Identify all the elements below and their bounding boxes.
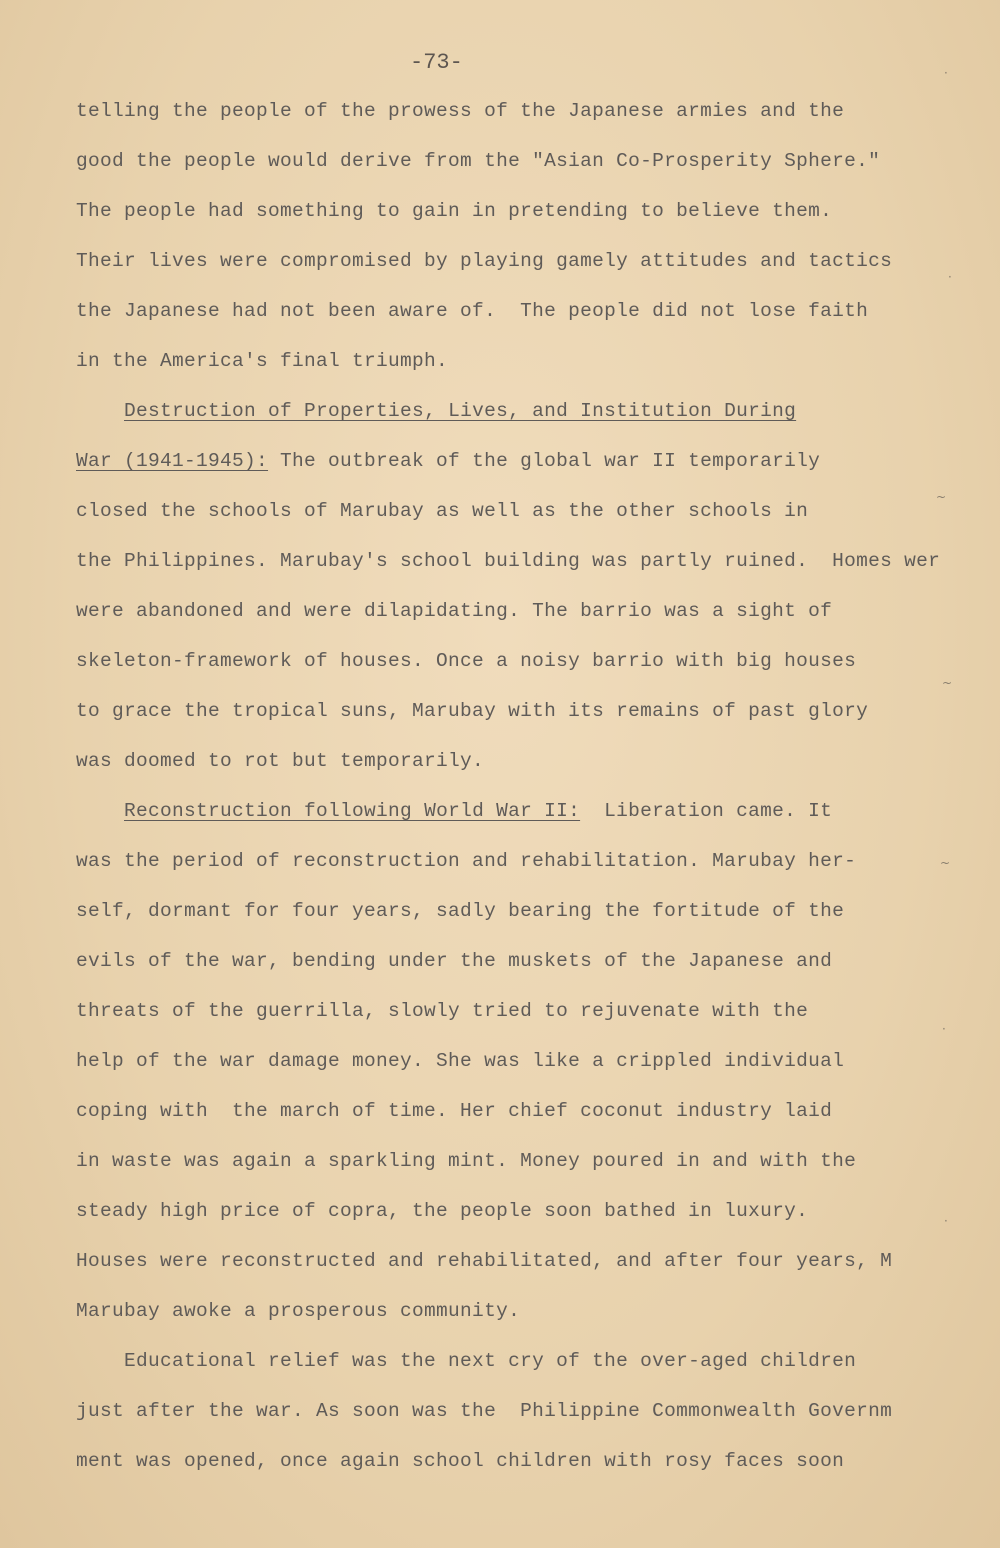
heading-indent — [76, 800, 124, 822]
text-line: was the period of reconstruction and rehabilitation. Marubay her- — [76, 850, 857, 872]
text-line: Houses were reconstructed and rehabilitated, and after four years, M — [76, 1250, 893, 1272]
text-line: in waste was again a sparkling mint. Money poured in and with the — [76, 1150, 857, 1172]
line-rest: The outbreak of the global war II temporarily — [268, 450, 821, 472]
margin-mark: · — [944, 1214, 948, 1228]
text-line: in the America's final triumph. — [76, 350, 449, 372]
text-line: Educational relief was the next cry of the over-aged children — [76, 1350, 857, 1372]
section-heading-destruction — [76, 396, 796, 426]
text-line: was doomed to rot but temporarily. — [76, 750, 485, 772]
margin-mark: ~ — [942, 676, 953, 690]
heading-text: War (1941-1945): — [76, 450, 269, 472]
line-rest: Liberation came. It — [580, 800, 833, 822]
text-line: help of the war damage money. She was like a crippled individual — [76, 1050, 845, 1072]
text-line: just after the war. As soon was the Philippine Commonwealth Governm — [76, 1400, 893, 1422]
page-number: -73- — [410, 50, 463, 75]
text-line: closed the schools of Marubay as well as the other schools in — [76, 500, 809, 522]
text-line: the Philippines. Marubay's school building was partly ruined. Homes wer — [76, 550, 941, 572]
text-line: threats of the guerrilla, slowly tried to rejuvenate with the — [76, 1000, 809, 1022]
text-line: Their lives were compromised by playing gamely attitudes and tactics — [76, 250, 893, 272]
heading-text: Destruction of Properties, Lives, and Institution During — [124, 400, 797, 422]
text-line: evils of the war, bending under the muskets of the Japanese and — [76, 950, 833, 972]
margin-mark: ~ — [940, 856, 951, 870]
text-line: ment was opened, once again school children with rosy faces soon — [76, 1450, 845, 1472]
margin-mark: · — [948, 270, 952, 284]
text-line: coping with the march of time. Her chief coconut industry laid — [76, 1100, 833, 1122]
section-heading-reconstruction — [76, 796, 832, 826]
text-line: telling the people of the prowess of the Japanese armies and the — [76, 100, 845, 122]
text-line — [76, 446, 820, 476]
text-line: to grace the tropical suns, Marubay with its remains of past glory — [76, 700, 869, 722]
text-line: skeleton-framework of houses. Once a noisy barrio with big houses — [76, 650, 857, 672]
text-line: The people had something to gain in pretending to believe them. — [76, 200, 833, 222]
text-line: self, dormant for four years, sadly bearing the fortitude of the — [76, 900, 845, 922]
heading-indent — [76, 400, 124, 422]
margin-mark: · — [944, 66, 948, 80]
margin-mark: · — [942, 1022, 946, 1036]
heading-text: Reconstruction following World War II: — [124, 800, 581, 822]
margin-mark: ~ — [936, 490, 947, 504]
text-line: steady high price of copra, the people soon bathed in luxury. — [76, 1200, 809, 1222]
text-line: Marubay awoke a prosperous community. — [76, 1300, 521, 1322]
text-line: the Japanese had not been aware of. The people did not lose faith — [76, 300, 869, 322]
text-line: were abandoned and were dilapidating. The barrio was a sight of — [76, 600, 833, 622]
text-line: good the people would derive from the "Asian Co-Prosperity Sphere." — [76, 150, 881, 172]
